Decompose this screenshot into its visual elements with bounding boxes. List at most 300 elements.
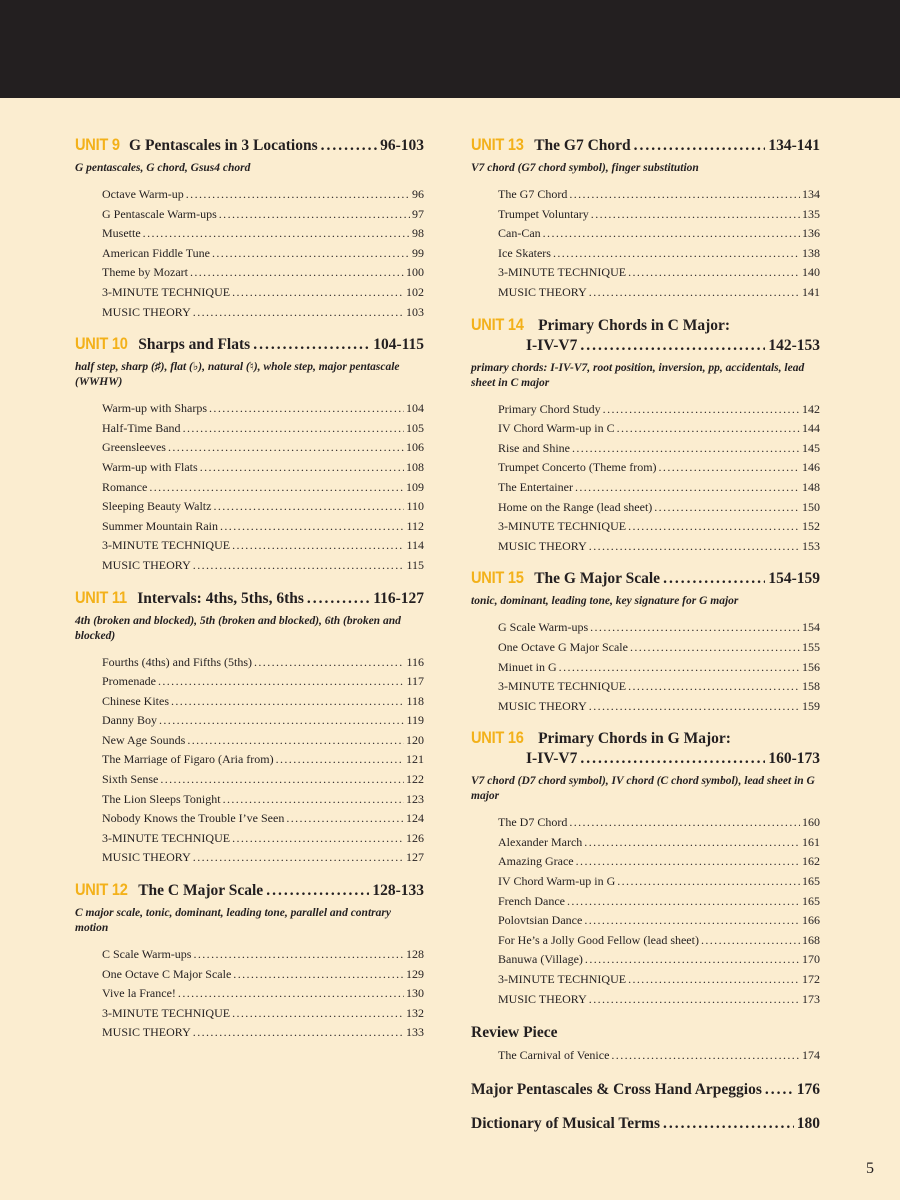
toc-entry[interactable] bbox=[498, 458, 820, 478]
entry-title: Can-Can bbox=[498, 226, 541, 241]
toc-entry[interactable] bbox=[102, 244, 424, 264]
entry-title: Romance bbox=[102, 479, 148, 494]
toc-entry[interactable] bbox=[498, 911, 820, 931]
entry-page: 150 bbox=[802, 499, 820, 514]
entry-title: 3-MINUTE TECHNIQUE bbox=[102, 538, 231, 553]
toc-entry[interactable] bbox=[498, 990, 820, 1010]
entry-title: 3-MINUTE TECHNIQUE bbox=[102, 830, 231, 845]
unit-description: V7 chord (G7 chord symbol), finger substitution bbox=[471, 162, 699, 174]
entry-title: MUSIC THEORY bbox=[498, 991, 587, 1006]
entry-page: 138 bbox=[802, 245, 820, 260]
entry-list bbox=[471, 618, 820, 716]
leader-dots bbox=[634, 136, 766, 156]
review-heading: Review Piece bbox=[471, 1024, 558, 1042]
entry-page: 99 bbox=[412, 245, 424, 260]
unit-heading[interactable] bbox=[471, 135, 820, 156]
leader-dots bbox=[701, 931, 800, 951]
toc-entry[interactable] bbox=[102, 770, 424, 790]
entry-page: 117 bbox=[406, 674, 424, 689]
toc-entry[interactable] bbox=[102, 829, 424, 849]
toc-entry[interactable] bbox=[102, 185, 424, 205]
entry-title: Octave Warm-up bbox=[102, 187, 184, 201]
leader-dots bbox=[286, 809, 404, 829]
entry-title: Danny Boy bbox=[102, 713, 157, 728]
leader-dots bbox=[253, 335, 370, 355]
entry-title: One Octave C Major Scale bbox=[102, 966, 232, 981]
entry-page: 97 bbox=[412, 206, 424, 221]
entry-title: Rise and Shine bbox=[498, 440, 570, 455]
unit-number: UNIT 14 bbox=[471, 314, 524, 334]
entry-page: 160 bbox=[802, 815, 820, 830]
entry-title: Chinese Kites bbox=[102, 693, 169, 708]
unit-title-continued: I-IV-V7 bbox=[526, 750, 578, 768]
leader-dots bbox=[232, 536, 404, 556]
leader-dots bbox=[575, 478, 800, 498]
entry-list bbox=[471, 185, 820, 303]
entry-title: 3-MINUTE TECHNIQUE bbox=[498, 265, 627, 280]
unit-title: Primary Chords in C Major: bbox=[538, 316, 731, 334]
leader-dots bbox=[572, 439, 800, 459]
entry-page: 104 bbox=[406, 401, 424, 416]
toc-entry[interactable] bbox=[102, 790, 424, 810]
leader-dots bbox=[589, 283, 800, 303]
entry-list bbox=[75, 399, 424, 575]
unit-13 bbox=[471, 135, 820, 303]
entry-title: Amazing Grace bbox=[498, 854, 574, 869]
entry-page: 119 bbox=[406, 713, 424, 728]
toc-entry[interactable] bbox=[498, 224, 820, 244]
entry-title: Summer Mountain Rain bbox=[102, 518, 218, 533]
entry-title: MUSIC THEORY bbox=[102, 850, 191, 865]
unit-number: UNIT 11 bbox=[75, 587, 127, 607]
entry-page: 142 bbox=[802, 401, 820, 416]
toc-entry[interactable] bbox=[498, 478, 820, 498]
entry-page: 124 bbox=[406, 811, 424, 826]
unit-number: UNIT 13 bbox=[471, 135, 524, 154]
entry-page: 109 bbox=[406, 479, 424, 494]
leader-dots bbox=[190, 263, 404, 283]
toc-entry[interactable] bbox=[102, 497, 424, 517]
entry-page: 123 bbox=[406, 791, 424, 806]
entry-title: 3-MINUTE TECHNIQUE bbox=[102, 284, 231, 299]
toc-entry[interactable] bbox=[102, 224, 424, 244]
toc-entry[interactable] bbox=[102, 711, 424, 731]
unit-heading[interactable] bbox=[75, 135, 424, 156]
toc-entry[interactable] bbox=[102, 672, 424, 692]
entry-title: Banuwa (Village) bbox=[498, 952, 583, 967]
leader-dots bbox=[178, 984, 404, 1004]
leader-dots bbox=[611, 1046, 800, 1066]
leader-dots bbox=[193, 1023, 404, 1043]
entry-page: 144 bbox=[802, 421, 820, 436]
toc-entry[interactable] bbox=[102, 478, 424, 498]
toc-entry[interactable] bbox=[102, 556, 424, 576]
leader-dots bbox=[232, 1004, 404, 1024]
entry-page: 170 bbox=[802, 952, 820, 967]
entry-page: 172 bbox=[802, 972, 820, 987]
leader-dots bbox=[143, 224, 410, 244]
entry-title: G Scale Warm-ups bbox=[498, 620, 589, 635]
toc-right-column bbox=[471, 135, 820, 1134]
entry-title: 3-MINUTE TECHNIQUE bbox=[498, 972, 627, 987]
entry-page: 165 bbox=[802, 874, 820, 889]
unit-pages: 128-133 bbox=[372, 882, 424, 900]
leader-dots bbox=[193, 303, 404, 323]
entry-title: MUSIC THEORY bbox=[498, 698, 587, 713]
toc-entry[interactable] bbox=[498, 205, 820, 225]
entry-title: Fourths (4ths) and Fifths (5ths) bbox=[102, 654, 252, 669]
toc-entry[interactable] bbox=[498, 852, 820, 872]
toc-entry[interactable] bbox=[102, 965, 424, 985]
entry-title: MUSIC THEORY bbox=[102, 304, 191, 319]
entry-page: 153 bbox=[802, 538, 820, 553]
leader-dots bbox=[590, 618, 800, 638]
toc-entry[interactable] bbox=[102, 809, 424, 829]
toc-entry[interactable] bbox=[102, 419, 424, 439]
unit-11 bbox=[75, 588, 424, 869]
leader-dots bbox=[307, 589, 370, 609]
toc-left-column bbox=[75, 135, 424, 1055]
section-page: 176 bbox=[796, 1080, 820, 1098]
entry-page: 98 bbox=[412, 226, 424, 241]
toc-entry[interactable] bbox=[498, 537, 820, 557]
leader-dots bbox=[223, 790, 404, 810]
toc-entry[interactable] bbox=[102, 283, 424, 303]
unit-title: Sharps and Flats bbox=[138, 336, 251, 354]
unit-9 bbox=[75, 135, 424, 322]
entry-list bbox=[75, 945, 424, 1043]
leader-dots bbox=[628, 517, 800, 537]
entry-title: Trumpet Voluntary bbox=[498, 206, 589, 221]
leader-dots bbox=[559, 658, 800, 678]
entry-title: Polovtsian Dance bbox=[498, 913, 583, 928]
toc-entry[interactable] bbox=[498, 498, 820, 518]
unit-title: The C Major Scale bbox=[138, 882, 264, 900]
entry-page: 161 bbox=[802, 834, 820, 849]
review-section bbox=[471, 1023, 820, 1066]
leader-dots bbox=[159, 711, 404, 731]
toc-entry[interactable] bbox=[102, 848, 424, 868]
unit-15 bbox=[471, 568, 820, 716]
section-title: Dictionary of Musical Terms bbox=[471, 1114, 660, 1132]
leader-dots bbox=[232, 283, 404, 303]
unit-title: G Pentascales in 3 Locations bbox=[129, 137, 318, 154]
entry-page: 121 bbox=[406, 752, 424, 767]
entry-title: French Dance bbox=[498, 893, 565, 908]
unit-heading[interactable] bbox=[75, 880, 424, 901]
leader-dots bbox=[200, 458, 404, 478]
entry-title: American Fiddle Tune bbox=[102, 245, 210, 260]
unit-heading[interactable] bbox=[471, 568, 820, 589]
toc-entry[interactable] bbox=[498, 677, 820, 697]
entry-page: 96 bbox=[412, 187, 424, 201]
leader-dots bbox=[149, 478, 404, 498]
toc-entry[interactable] bbox=[498, 970, 820, 990]
leader-dots bbox=[232, 829, 404, 849]
unit-description: tonic, dominant, leading tone, key signature for G major bbox=[471, 595, 739, 608]
toc-entry[interactable] bbox=[498, 263, 820, 283]
entry-list bbox=[75, 653, 424, 869]
toc-entry[interactable] bbox=[102, 692, 424, 712]
leader-dots bbox=[321, 136, 377, 156]
entry-page: 103 bbox=[406, 304, 424, 319]
entry-page: 156 bbox=[802, 659, 820, 674]
section-page: 180 bbox=[796, 1114, 820, 1132]
toc-entry[interactable] bbox=[102, 1004, 424, 1024]
leader-dots bbox=[183, 419, 404, 439]
entry-list bbox=[471, 400, 820, 557]
toc-entry[interactable] bbox=[102, 399, 424, 419]
entry-title: Promenade bbox=[102, 674, 156, 689]
entry-page: 116 bbox=[406, 654, 424, 669]
leader-dots bbox=[617, 419, 800, 439]
entry-page: 120 bbox=[406, 732, 424, 747]
entry-list bbox=[471, 1046, 820, 1066]
entry-page: 134 bbox=[802, 187, 820, 201]
leader-dots bbox=[765, 1080, 794, 1100]
unit-title: Primary Chords in G Major: bbox=[538, 730, 731, 748]
leader-dots bbox=[591, 205, 800, 225]
leader-dots bbox=[158, 672, 404, 692]
entry-page: 105 bbox=[406, 420, 424, 435]
entry-title: 3-MINUTE TECHNIQUE bbox=[498, 679, 627, 694]
unit-number: UNIT 12 bbox=[75, 880, 128, 900]
entry-title: Vive la France! bbox=[102, 986, 176, 1001]
unit-heading[interactable] bbox=[471, 728, 820, 769]
leader-dots bbox=[168, 438, 404, 458]
toc-entry[interactable] bbox=[498, 950, 820, 970]
toc-entry[interactable] bbox=[102, 653, 424, 673]
unit-description: G pentascales, G chord, Gsus4 chord bbox=[75, 162, 251, 174]
entry-title: Trumpet Concerto (Theme from) bbox=[498, 460, 657, 475]
leader-dots bbox=[663, 569, 765, 589]
unit-heading[interactable] bbox=[75, 334, 424, 355]
leader-dots bbox=[654, 498, 800, 518]
top-banner bbox=[0, 0, 900, 98]
leader-dots bbox=[187, 731, 404, 751]
toc-section-pentascales[interactable] bbox=[471, 1080, 820, 1100]
toc-entry[interactable] bbox=[102, 517, 424, 537]
unit-pages: 154-159 bbox=[768, 570, 820, 588]
entry-page: 100 bbox=[406, 265, 424, 280]
entry-title: C Scale Warm-ups bbox=[102, 947, 192, 962]
toc-entry[interactable] bbox=[102, 731, 424, 751]
entry-title: MUSIC THEORY bbox=[102, 1025, 191, 1040]
toc-entry[interactable] bbox=[498, 283, 820, 303]
entry-page: 112 bbox=[406, 518, 424, 533]
entry-title: 3-MINUTE TECHNIQUE bbox=[498, 519, 627, 534]
entry-page: 106 bbox=[406, 440, 424, 455]
leader-dots bbox=[219, 205, 410, 225]
entry-page: 145 bbox=[802, 440, 820, 455]
unit-12 bbox=[75, 880, 424, 1043]
toc-entry[interactable] bbox=[498, 185, 820, 205]
leader-dots bbox=[209, 399, 404, 419]
unit-description: primary chords: I-IV-V7, root position, inversion, pp, accidentals, lead sheet in C major bbox=[471, 361, 805, 389]
toc-entry[interactable] bbox=[498, 931, 820, 951]
toc-entry[interactable] bbox=[102, 1023, 424, 1043]
leader-dots bbox=[659, 458, 800, 478]
leader-dots bbox=[584, 911, 800, 931]
unit-number: UNIT 15 bbox=[471, 568, 524, 588]
unit-pages: 160-173 bbox=[768, 750, 820, 768]
leader-dots bbox=[584, 833, 800, 853]
entry-title: MUSIC THEORY bbox=[102, 557, 191, 572]
leader-dots bbox=[580, 336, 765, 356]
leader-dots bbox=[617, 872, 800, 892]
toc-entry[interactable] bbox=[102, 458, 424, 478]
unit-title-continued: I-IV-V7 bbox=[526, 336, 578, 354]
unit-14 bbox=[471, 315, 820, 557]
entry-title: IV Chord Warm-up in G bbox=[498, 874, 616, 889]
leader-dots bbox=[212, 244, 410, 264]
entry-title: Sixth Sense bbox=[102, 772, 159, 787]
entry-page: 166 bbox=[802, 913, 820, 928]
entry-title: Warm-up with Sharps bbox=[102, 401, 208, 416]
leader-dots bbox=[213, 497, 404, 517]
leader-dots bbox=[585, 950, 800, 970]
toc-entry[interactable] bbox=[498, 400, 820, 420]
entry-title: Alexander March bbox=[498, 834, 583, 849]
toc-entry[interactable] bbox=[102, 536, 424, 556]
entry-page: 132 bbox=[406, 1005, 424, 1020]
leader-dots bbox=[663, 1114, 794, 1134]
entry-page: 114 bbox=[406, 538, 424, 553]
toc-entry[interactable] bbox=[498, 1046, 820, 1066]
page-number: 5 bbox=[866, 1160, 874, 1177]
toc-entry[interactable] bbox=[102, 205, 424, 225]
toc-entry[interactable] bbox=[102, 945, 424, 965]
entry-page: 174 bbox=[802, 1048, 820, 1063]
toc-entry[interactable] bbox=[498, 517, 820, 537]
entry-title: Half-Time Band bbox=[102, 420, 181, 435]
entry-page: 146 bbox=[802, 460, 820, 475]
leader-dots bbox=[171, 692, 404, 712]
leader-dots bbox=[569, 813, 800, 833]
entry-title: The G7 Chord bbox=[498, 187, 568, 201]
unit-10 bbox=[75, 334, 424, 575]
entry-title: Sleeping Beauty Waltz bbox=[102, 499, 212, 514]
leader-dots bbox=[580, 749, 765, 769]
unit-title: The G Major Scale bbox=[534, 570, 661, 588]
toc-entry[interactable] bbox=[498, 872, 820, 892]
entry-title: MUSIC THEORY bbox=[498, 284, 587, 299]
entry-title: Home on the Range (lead sheet) bbox=[498, 499, 653, 514]
entry-title: G Pentascale Warm-ups bbox=[102, 206, 217, 221]
entry-list bbox=[471, 813, 820, 1009]
entry-page: 129 bbox=[406, 966, 424, 981]
entry-title: Nobody Knows the Trouble I’ve Seen bbox=[102, 811, 285, 826]
entry-title: One Octave G Major Scale bbox=[498, 639, 628, 654]
unit-pages: 96-103 bbox=[380, 137, 424, 154]
leader-dots bbox=[233, 965, 404, 985]
entry-page: 148 bbox=[802, 479, 820, 494]
entry-title: The Carnival of Venice bbox=[498, 1048, 610, 1063]
toc-entry[interactable] bbox=[498, 833, 820, 853]
toc-entry[interactable] bbox=[498, 892, 820, 912]
toc-entry[interactable] bbox=[102, 263, 424, 283]
leader-dots bbox=[266, 881, 369, 901]
unit-title: The G7 Chord bbox=[534, 137, 631, 154]
leader-dots bbox=[193, 848, 404, 868]
leader-dots bbox=[276, 750, 404, 770]
toc-section-dictionary[interactable] bbox=[471, 1114, 820, 1134]
entry-page: 115 bbox=[406, 557, 424, 572]
leader-dots bbox=[589, 697, 800, 717]
unit-heading[interactable] bbox=[471, 315, 820, 356]
leader-dots bbox=[543, 224, 800, 244]
entry-title: New Age Sounds bbox=[102, 732, 186, 747]
entry-title: IV Chord Warm-up in C bbox=[498, 421, 615, 436]
entry-title: For He’s a Jolly Good Fellow (lead sheet) bbox=[498, 932, 699, 947]
unit-number: UNIT 10 bbox=[75, 334, 128, 354]
entry-page: 126 bbox=[406, 830, 424, 845]
entry-title: MUSIC THEORY bbox=[498, 538, 587, 553]
entry-page: 133 bbox=[406, 1025, 424, 1040]
leader-dots bbox=[576, 852, 800, 872]
entry-list bbox=[75, 185, 424, 322]
entry-page: 128 bbox=[406, 947, 424, 962]
entry-title: Primary Chord Study bbox=[498, 401, 601, 416]
unit-number: UNIT 9 bbox=[75, 135, 120, 154]
leader-dots bbox=[193, 945, 404, 965]
toc-entry[interactable] bbox=[498, 439, 820, 459]
entry-page: 108 bbox=[406, 459, 424, 474]
toc-entry[interactable] bbox=[102, 984, 424, 1004]
entry-title: Musette bbox=[102, 226, 141, 241]
unit-pages: 142-153 bbox=[768, 336, 820, 354]
entry-title: The Entertainer bbox=[498, 479, 573, 494]
toc-entry[interactable] bbox=[498, 658, 820, 678]
toc-entry[interactable] bbox=[102, 303, 424, 323]
unit-16 bbox=[471, 728, 820, 1009]
leader-dots bbox=[569, 185, 800, 205]
unit-heading[interactable] bbox=[75, 588, 424, 609]
toc-entry[interactable] bbox=[102, 750, 424, 770]
entry-page: 165 bbox=[802, 893, 820, 908]
entry-page: 159 bbox=[802, 698, 820, 713]
toc-entry[interactable] bbox=[498, 244, 820, 264]
entry-page: 110 bbox=[406, 499, 424, 514]
leader-dots bbox=[254, 653, 404, 673]
leader-dots bbox=[630, 638, 800, 658]
leader-dots bbox=[589, 537, 800, 557]
leader-dots bbox=[567, 892, 800, 912]
entry-title: The Lion Sleeps Tonight bbox=[102, 791, 221, 806]
leader-dots bbox=[193, 556, 405, 576]
toc-entry[interactable] bbox=[498, 618, 820, 638]
toc-entry[interactable] bbox=[498, 697, 820, 717]
leader-dots bbox=[628, 970, 800, 990]
entry-title: The Marriage of Figaro (Aria from) bbox=[102, 752, 274, 767]
entry-page: 152 bbox=[802, 519, 820, 534]
toc-entry[interactable] bbox=[498, 419, 820, 439]
entry-title: Ice Skaters bbox=[498, 245, 551, 260]
entry-title: Minuet in G bbox=[498, 659, 557, 674]
toc-entry[interactable] bbox=[102, 438, 424, 458]
entry-title: Greensleeves bbox=[102, 440, 166, 455]
toc-entry[interactable] bbox=[498, 813, 820, 833]
leader-dots bbox=[603, 400, 800, 420]
entry-page: 140 bbox=[802, 265, 820, 280]
unit-pages: 104-115 bbox=[373, 336, 424, 354]
leader-dots bbox=[628, 263, 800, 283]
unit-number: UNIT 16 bbox=[471, 728, 524, 748]
toc-entry[interactable] bbox=[498, 638, 820, 658]
entry-page: 158 bbox=[802, 679, 820, 694]
section-title: Major Pentascales & Cross Hand Arpeggios bbox=[471, 1080, 762, 1098]
leader-dots bbox=[220, 517, 404, 537]
